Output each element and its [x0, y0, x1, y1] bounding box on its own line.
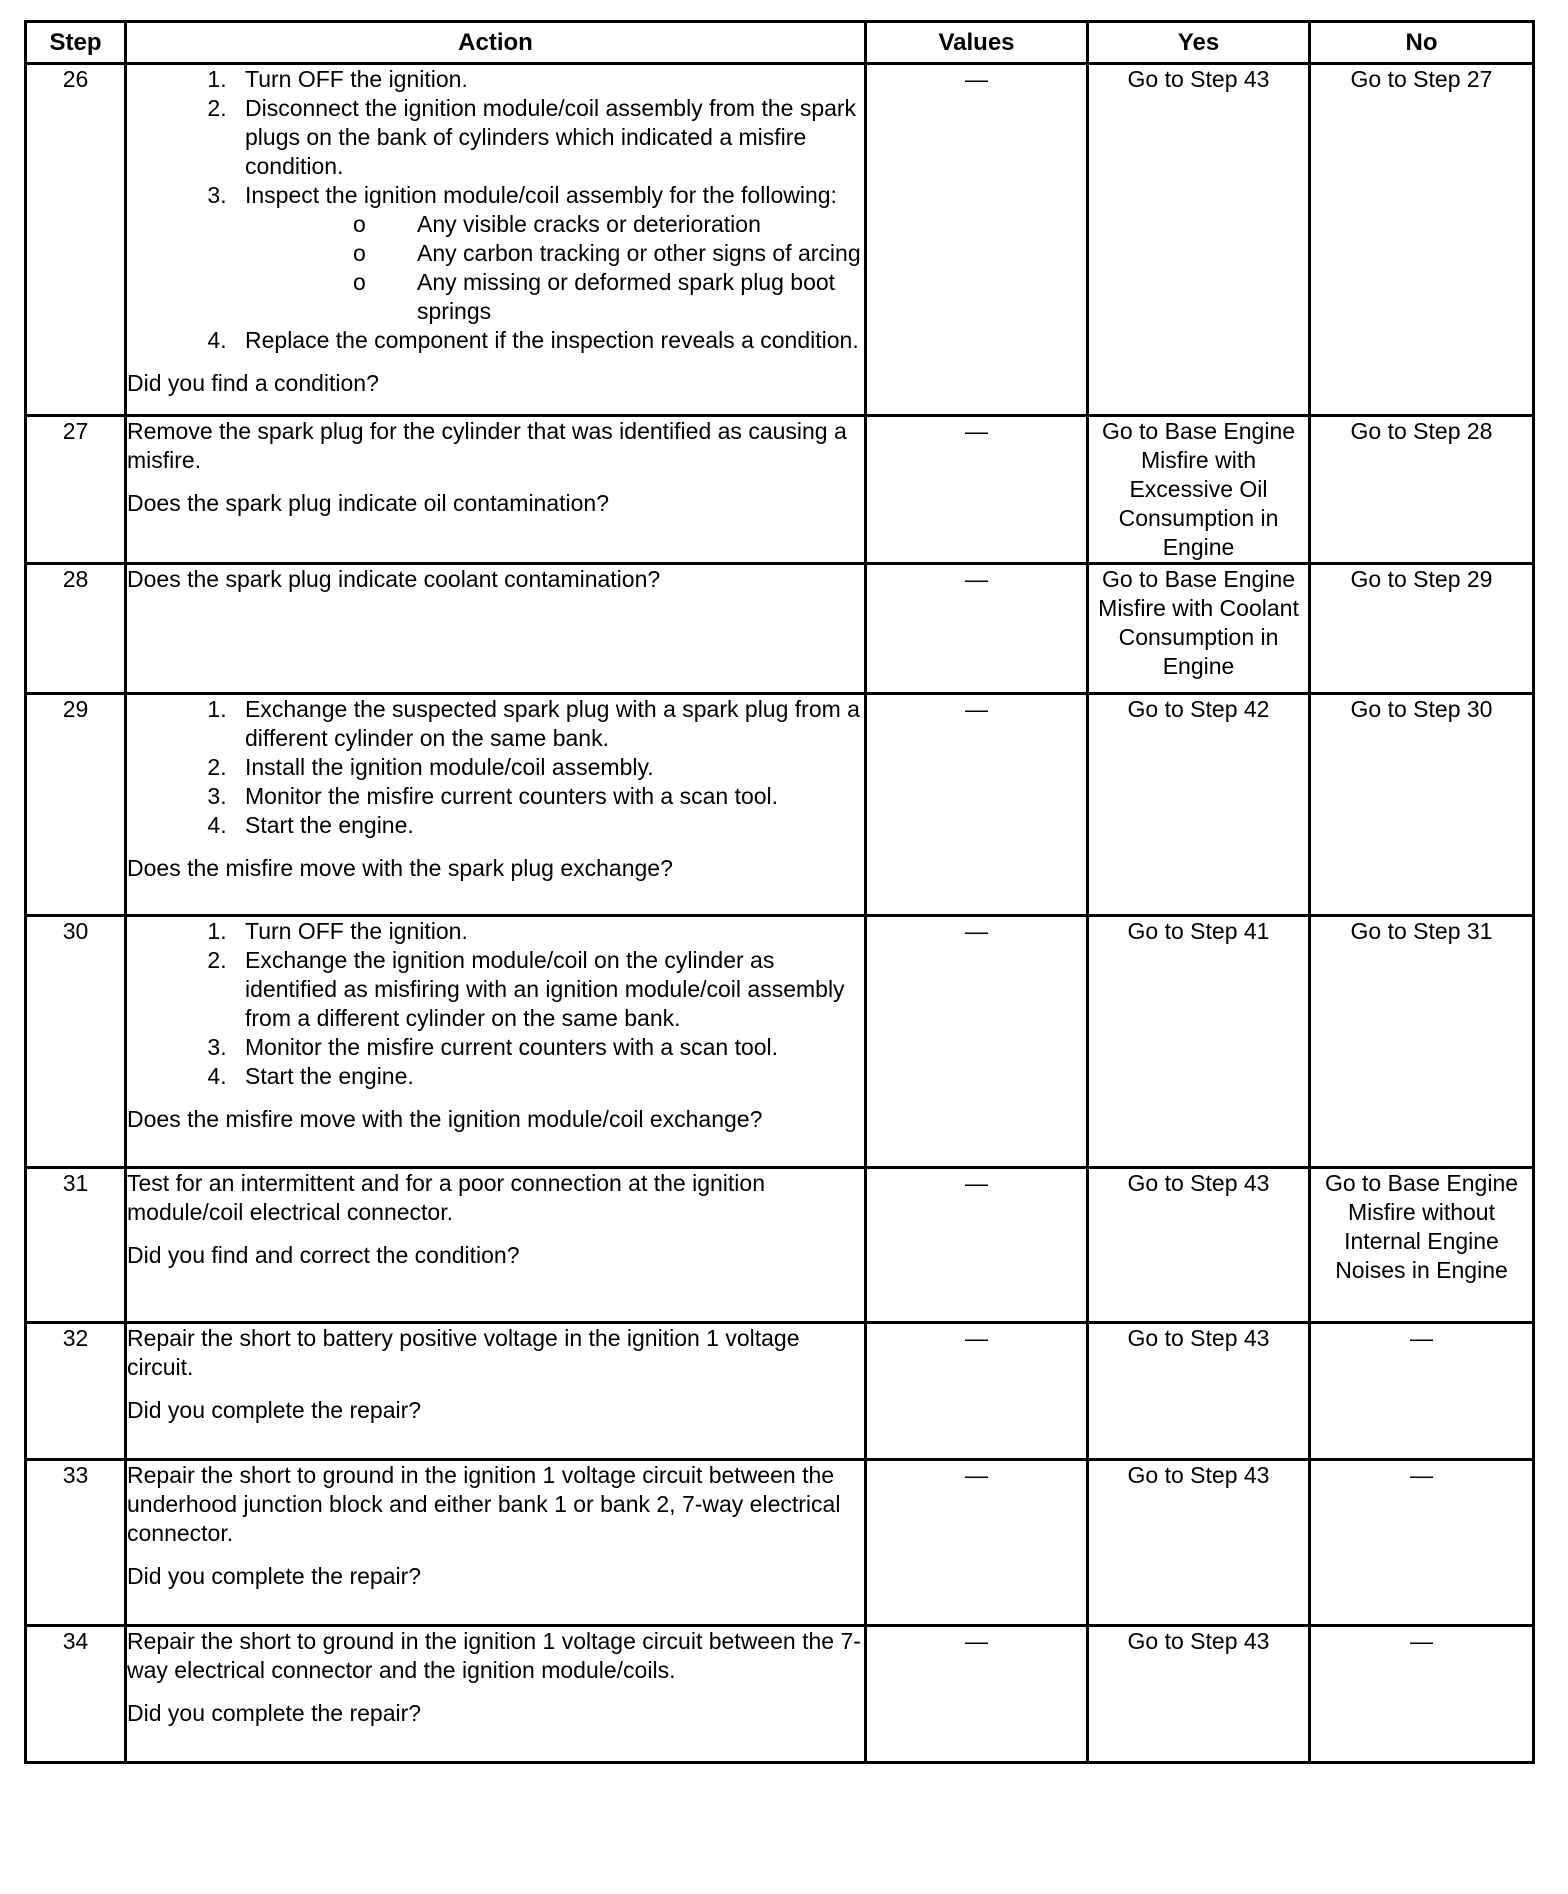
step-number: 31: [26, 1168, 126, 1323]
action-step: 2. Disconnect the ignition module/coil assembly from the spark plugs on the bank of cylinders which indicated a misfire condition.: [233, 94, 864, 181]
step-number: 28: [26, 564, 126, 694]
yes-result: Go to Step 41: [1088, 916, 1310, 1168]
values-cell: —: [866, 416, 1088, 564]
yes-result: Go to Step 43: [1088, 1168, 1310, 1323]
no-result: Go to Step 30: [1310, 694, 1534, 916]
step-number: 34: [26, 1626, 126, 1763]
no-result: Go to Step 27: [1310, 64, 1534, 416]
action-question: Did you complete the repair?: [127, 1563, 422, 1589]
diagnostic-table: [24, 20, 1535, 1764]
action-steps: [127, 65, 864, 355]
table-row-step-31: [26, 1168, 1534, 1323]
diagnostic-table-container: [24, 20, 1532, 1764]
header-yes: Yes: [1088, 22, 1310, 64]
action-cell: [126, 1168, 866, 1323]
action-cell: [126, 564, 866, 694]
action-cell: [126, 1323, 866, 1460]
no-result: Go to Step 29: [1310, 564, 1534, 694]
step-number: 29: [26, 694, 126, 916]
action-step: 3. Monitor the misfire current counters with a scan tool.: [233, 1033, 864, 1062]
no-result: Go to Step 31: [1310, 916, 1534, 1168]
table-row-step-34: [26, 1626, 1534, 1763]
action-step: 3. Monitor the misfire current counters with a scan tool.: [233, 782, 864, 811]
action-cell: [126, 916, 866, 1168]
header-values: Values: [866, 22, 1088, 64]
step-number: 32: [26, 1323, 126, 1460]
no-result: —: [1310, 1626, 1534, 1763]
action-question: Did you find and correct the condition?: [127, 1242, 520, 1268]
action-question: Does the misfire move with the ignition module/coil exchange?: [127, 1106, 763, 1132]
action-cell: [126, 1626, 866, 1763]
action-text: Repair the short to battery positive voltage in the ignition 1 voltage circuit.: [127, 1325, 800, 1380]
yes-result: Go to Step 43: [1088, 1626, 1310, 1763]
action-steps: [127, 917, 864, 1091]
action-text: Remove the spark plug for the cylinder that was identified as causing a misfire.: [127, 418, 847, 473]
action-step: [233, 181, 864, 326]
action-text: Does the spark plug indicate coolant contamination?: [127, 566, 661, 592]
header-no: No: [1310, 22, 1534, 64]
action-step: 4. Start the engine.: [233, 1062, 864, 1091]
no-result: Go to Base Engine Misfire without Internal Engine Noises in Engine: [1310, 1168, 1534, 1323]
action-question: Did you complete the repair?: [127, 1397, 422, 1423]
action-text: Repair the short to ground in the ignition 1 voltage circuit between the 7-way electrical connector and the ignition module/coils.: [127, 1628, 861, 1683]
values-cell: —: [866, 916, 1088, 1168]
values-cell: —: [866, 1460, 1088, 1626]
yes-result: Go to Step 42: [1088, 694, 1310, 916]
table-row-step-27: [26, 416, 1534, 564]
action-step: 4. Start the engine.: [233, 811, 864, 840]
no-result: —: [1310, 1460, 1534, 1626]
table-row-step-32: [26, 1323, 1534, 1460]
action-question: Did you find a condition?: [127, 370, 379, 396]
action-step: 1. Turn OFF the ignition.: [233, 917, 864, 946]
step-number: 30: [26, 916, 126, 1168]
yes-result: Go to Step 43: [1088, 1460, 1310, 1626]
no-result: —: [1310, 1323, 1534, 1460]
action-text: Test for an intermittent and for a poor connection at the ignition module/coil electrical connector.: [127, 1170, 765, 1225]
values-cell: —: [866, 1323, 1088, 1460]
action-text: Repair the short to ground in the ignition 1 voltage circuit between the underhood junction block and either bank 1 or bank 2, 7-way electrical connector.: [127, 1462, 841, 1546]
action-substeps: [245, 210, 864, 326]
table-row-step-28: [26, 564, 1534, 694]
step-number: 27: [26, 416, 126, 564]
action-step: 4. Replace the component if the inspection reveals a condition.: [233, 326, 864, 355]
table-row-step-26: [26, 64, 1534, 416]
action-question: Did you complete the repair?: [127, 1700, 422, 1726]
action-step: 1. Exchange the suspected spark plug with a spark plug from a different cylinder on the same bank.: [233, 695, 864, 753]
action-question: Does the misfire move with the spark plug exchange?: [127, 855, 673, 881]
step-number: 26: [26, 64, 126, 416]
header-action: Action: [126, 22, 866, 64]
yes-result: Go to Step 43: [1088, 64, 1310, 416]
action-step-text: Inspect the ignition module/coil assembly for the following:: [245, 182, 837, 208]
header-row: [26, 22, 1534, 64]
step-number: 33: [26, 1460, 126, 1626]
action-cell: [126, 64, 866, 416]
action-cell: [126, 1460, 866, 1626]
table-row-step-30: [26, 916, 1534, 1168]
action-steps: [127, 695, 864, 840]
yes-result: Go to Step 43: [1088, 1323, 1310, 1460]
action-substep: o Any carbon tracking or other signs of arcing: [405, 239, 864, 268]
table-row-step-29: [26, 694, 1534, 916]
no-result: Go to Step 28: [1310, 416, 1534, 564]
action-substep: o Any visible cracks or deterioration: [405, 210, 864, 239]
values-cell: —: [866, 64, 1088, 416]
action-step: 1. Turn OFF the ignition.: [233, 65, 864, 94]
action-cell: [126, 416, 866, 564]
action-cell: [126, 694, 866, 916]
values-cell: —: [866, 564, 1088, 694]
yes-result: Go to Base Engine Misfire with Coolant Consumption in Engine: [1088, 564, 1310, 694]
values-cell: —: [866, 694, 1088, 916]
yes-result: Go to Base Engine Misfire with Excessive Oil Consumption in Engine: [1088, 416, 1310, 564]
header-step: Step: [26, 22, 126, 64]
values-cell: —: [866, 1168, 1088, 1323]
action-step: 2. Install the ignition module/coil assembly.: [233, 753, 864, 782]
action-step: 2. Exchange the ignition module/coil on the cylinder as identified as misfiring with an ignition module/coil assembly from a different cylinder on the same bank.: [233, 946, 864, 1033]
action-substep: o Any missing or deformed spark plug boot springs: [405, 268, 864, 326]
values-cell: —: [866, 1626, 1088, 1763]
action-question: Does the spark plug indicate oil contamination?: [127, 490, 610, 516]
table-row-step-33: [26, 1460, 1534, 1626]
